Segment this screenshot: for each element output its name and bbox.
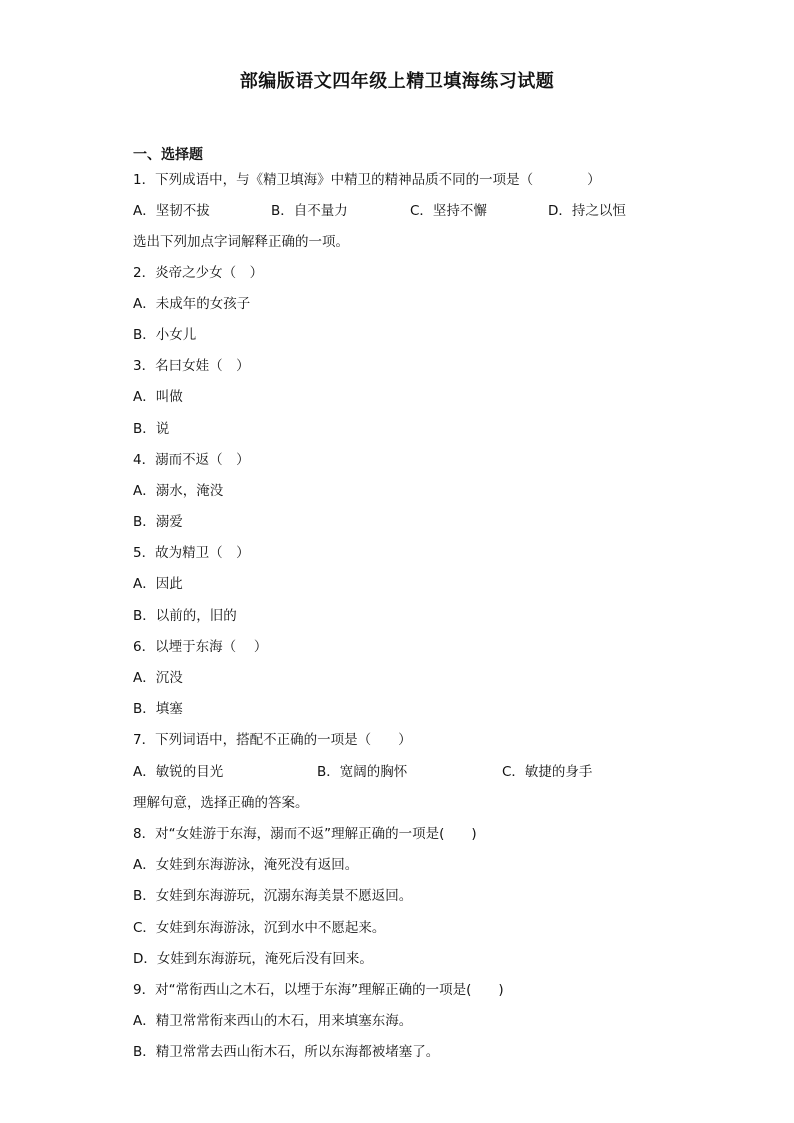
question-5-stem: 5．故为精卫（ ） (133, 545, 250, 561)
question-8-option-d: D．女娃到东海游玩，淹死后没有回来。 (133, 951, 373, 967)
section-heading: 一、选择题 (133, 147, 203, 163)
question-7-option-b: B．宽阔的胸怀 (317, 764, 408, 780)
question-8-stem: 8．对“女娃游于东海，溺而不返”理解正确的一项是( ) (133, 826, 477, 842)
question-6-option-b: B．填塞 (133, 701, 183, 717)
question-2-option-a: A．未成年的女孩子 (133, 296, 251, 312)
question-5-option-a: A．因此 (133, 576, 183, 592)
question-1-option-c: C．坚持不懈 (410, 203, 487, 219)
question-9-option-b: B．精卫常常去西山衔木石，所以东海都被堵塞了。 (133, 1044, 440, 1060)
question-4-option-b: B．溺爱 (133, 514, 183, 530)
question-3-stem: 3．名曰女娃（ ） (133, 358, 250, 374)
question-8-option-c: C．女娃到东海游泳，沉到水中不愿起来。 (133, 920, 386, 936)
question-1-option-a: A．坚韧不拔 (133, 203, 210, 219)
question-3-option-b: B．说 (133, 421, 170, 437)
question-8-option-a: A．女娃到东海游泳，淹死没有返回。 (133, 857, 359, 873)
question-2-option-b: B．小女儿 (133, 327, 197, 343)
question-7-option-a: A．敏锐的目光 (133, 764, 224, 780)
instruction-comprehension: 理解句意，选择正确的答案。 (133, 795, 309, 811)
question-3-option-a: A．叫做 (133, 389, 183, 405)
question-7-option-c: C．敏捷的身手 (502, 764, 593, 780)
document-title: 部编版语文四年级上精卫填海练习试题 (239, 71, 555, 92)
question-9-option-a: A．精卫常常衔来西山的木石，用来填塞东海。 (133, 1013, 413, 1029)
question-4-option-a: A．溺水，淹没 (133, 483, 224, 499)
question-6-option-a: A．沉没 (133, 670, 183, 686)
question-1-option-d: D．持之以恒 (548, 203, 626, 219)
question-6-stem: 6．以堙于东海（ ） (133, 639, 268, 655)
instruction-vocab: 选出下列加点字词解释正确的一项。 (133, 234, 349, 250)
question-5-option-b: B．以前的，旧的 (133, 608, 237, 624)
question-1-option-b: B．自不量力 (271, 203, 348, 219)
question-8-option-b: B．女娃到东海游玩，沉溺东海美景不愿返回。 (133, 888, 413, 904)
question-2-stem: 2．炎帝之少女（ ） (133, 265, 264, 281)
question-9-stem: 9．对“常衔西山之木石，以堙于东海”理解正确的一项是( ) (133, 982, 504, 998)
question-7-stem: 7．下列词语中，搭配不正确的一项是（ ） (133, 732, 412, 748)
question-4-stem: 4．溺而不返（ ） (133, 452, 250, 468)
question-1-stem: 1．下列成语中，与《精卫填海》中精卫的精神品质不同的一项是（ ） (133, 172, 601, 188)
